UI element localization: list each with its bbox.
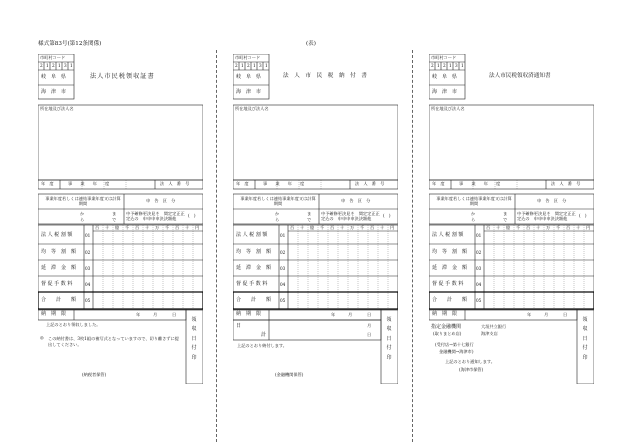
unit-label: 十 — [576, 225, 581, 230]
city-code-digit: 3 — [455, 63, 458, 68]
city-code-digit: 1 — [461, 63, 464, 68]
city-code-label: 市町村コード — [40, 55, 66, 60]
city-code-label: 市町村コード — [235, 55, 261, 60]
row-code: 02 — [476, 250, 482, 255]
row-label-corp-tax: 法 人 税 割 額 — [236, 232, 268, 238]
row-label-reminder-fee: 督 促 手 数 料 — [41, 281, 73, 287]
unit-label: 千 — [125, 225, 130, 230]
report-other-paren: ( ) — [383, 213, 391, 218]
unit-label: 億 — [115, 225, 120, 230]
row-label-delinquency: 延 滞 金 額 — [236, 265, 272, 271]
unit-label: 千 — [556, 225, 561, 230]
row-code: 01 — [85, 233, 91, 238]
day-mark: 日 — [563, 312, 568, 317]
city-code-digit: 1 — [265, 63, 268, 68]
unit-label: 千 — [516, 225, 521, 230]
day-mark: 日 — [367, 332, 372, 337]
row-code: 03 — [85, 266, 91, 271]
corp-number-header: 法 人 番 号 — [355, 181, 385, 186]
city-code-digit: 1 — [449, 63, 452, 68]
unit-label: 十 — [340, 225, 345, 230]
row-code: 02 — [85, 250, 91, 255]
report-other-paren: ( ) — [188, 213, 196, 218]
year-header: 年 度 — [41, 181, 54, 186]
perforation-line-2 — [412, 50, 413, 442]
side-indicator: (表) — [306, 41, 316, 47]
unit-label: 千 — [320, 225, 325, 230]
row-label-per-capita: 均 等 割 額 — [432, 249, 468, 255]
row-code: 03 — [476, 266, 482, 271]
form-number: 様式第83号(第12条関係) — [38, 41, 102, 47]
deadline-label: 納 期 限 — [41, 311, 67, 317]
report-other-paren: ( ) — [579, 213, 587, 218]
row-code: 04 — [280, 282, 286, 287]
row-label-per-capita: 均 等 割 額 — [236, 249, 272, 255]
unit-label: 億 — [310, 225, 315, 230]
period-label: 事業年度若しくは連結事業年度又は計算期間 — [240, 196, 316, 207]
year-mark: 年 — [331, 312, 336, 317]
unit-label: 百 — [486, 225, 491, 230]
row-code: 01 — [476, 233, 482, 238]
ra-label: ら — [275, 217, 280, 222]
form-title: 法人市民税領収証書 — [90, 73, 155, 80]
unit-label: 百 — [95, 225, 100, 230]
form-title: 法 人 市 民 税 納 付 書 — [283, 73, 367, 79]
deadline-label: 納 期 限 — [432, 311, 458, 317]
unit-label: 億 — [506, 225, 511, 230]
row-code: 03 — [280, 266, 286, 271]
city-code-digit: 2 — [52, 63, 55, 68]
city-code-digit: 1 — [46, 63, 49, 68]
row-code: 01 — [280, 233, 286, 238]
de-label: で — [112, 217, 117, 222]
row-label-per-capita: 均 等 割 額 — [41, 249, 77, 255]
unit-label: 円 — [195, 225, 200, 230]
de-label: で — [307, 217, 312, 222]
report-types: 中予確修更決見そ 間定定正正定込の 申申申申決決額他 — [321, 211, 380, 222]
unit-label: 円 — [586, 225, 591, 230]
keeper-label: (納税者保管) — [82, 372, 107, 377]
row-code: 05 — [280, 298, 286, 303]
city-code-digit: 3 — [64, 63, 67, 68]
business-year-header: 事 業 年 度 — [68, 181, 112, 186]
report-types: 中予確修更決見そ 間定定正正定込の 申申申申決決額他 — [517, 211, 576, 222]
footer-received: 上記のとおり領収しました。 — [46, 322, 101, 327]
route-line-1: (受付店→第十七銀行 — [435, 342, 474, 347]
address-label: 所在地及び法人名 — [235, 106, 269, 111]
row-label-delinquency: 延 滞 金 額 — [432, 265, 468, 271]
city-code-digit: 3 — [259, 63, 262, 68]
note-mark: ◎ — [40, 335, 44, 340]
city-code-digit: 2 — [443, 63, 446, 68]
corp-number-header: 法 人 番 号 — [551, 181, 581, 186]
panel-notification — [429, 54, 594, 384]
total-label: 計 — [261, 332, 267, 338]
unit-label: 百 — [566, 225, 571, 230]
row-code: 02 — [280, 250, 286, 255]
city-code-digit: 1 — [70, 63, 73, 68]
city-code-digit: 1 — [437, 63, 440, 68]
made-label: ま — [112, 211, 117, 216]
year-header: 年 度 — [236, 181, 249, 186]
de-label: で — [503, 217, 508, 222]
city-name: 海 津 市 — [432, 89, 458, 95]
receipt-stamp-label: 領収日付印 — [386, 317, 392, 361]
report-class-header: 申 告 区 分 — [146, 198, 176, 203]
deadline-label: 納 期 限 — [236, 311, 262, 317]
city-name: 海 津 市 — [41, 89, 67, 95]
business-year-header: 事 業 年 度 — [459, 181, 503, 186]
corp-number-header: 法 人 番 号 — [160, 181, 190, 186]
footer-received: 上記のとおり通知します。 — [445, 359, 495, 364]
unit-label: 万 — [546, 225, 551, 230]
row-label-delinquency: 延 滞 金 額 — [41, 265, 77, 271]
year-mark: 年 — [527, 312, 532, 317]
kara-label: か — [471, 211, 476, 216]
year-mark: 年 — [136, 312, 141, 317]
city-code-digit: 2 — [247, 63, 250, 68]
day-mark: 日 — [367, 312, 372, 317]
row-label-reminder-fee: 督 促 手 数 料 — [236, 281, 268, 287]
unit-label: 万 — [155, 225, 160, 230]
report-types: 中予確修更決見そ 間定定正正定込の 申申申申決決額他 — [126, 211, 185, 222]
row-label-total: 合 計 額 — [41, 297, 77, 303]
city-name: 海 津 市 — [236, 89, 262, 95]
prefecture-name: 岐 阜 県 — [432, 74, 458, 80]
row-code: 05 — [85, 298, 91, 303]
unit-label: 百 — [330, 225, 335, 230]
bank-label: 指定金融機関 — [431, 324, 462, 330]
unit-label: 百 — [370, 225, 375, 230]
unit-label: 百 — [175, 225, 180, 230]
made-label: ま — [503, 211, 508, 216]
city-code-digit: 2 — [235, 63, 238, 68]
city-code-digit: 1 — [58, 63, 61, 68]
row-label-total: 合 計 額 — [236, 297, 272, 303]
city-code-digit: 2 — [431, 63, 434, 68]
period-label: 事業年度若しくは連結事業年度又は計算期間 — [45, 196, 121, 207]
keeper-label: (金融機関保管) — [275, 372, 304, 377]
panel-receipt — [38, 54, 203, 384]
form-title: 法人市民税領収済通知書 — [489, 73, 551, 79]
unit-label: 十 — [145, 225, 150, 230]
bank-name: 大垣共立銀行 — [481, 324, 507, 329]
row-label-corp-tax: 法 人 税 割 額 — [41, 232, 73, 238]
ra-label: ら — [471, 217, 476, 222]
city-code-label: 市町村コード — [431, 55, 457, 60]
month-mark: 月 — [367, 323, 372, 328]
period-label: 事業年度若しくは連結事業年度又は計算期間 — [436, 196, 512, 207]
city-code-digit: 2 — [40, 63, 43, 68]
unit-label: 十 — [185, 225, 190, 230]
unit-label: 円 — [390, 225, 395, 230]
month-mark: 月 — [153, 312, 158, 317]
row-label-corp-tax: 法 人 税 割 額 — [432, 232, 464, 238]
unit-label: 十 — [300, 225, 305, 230]
city-code-digit: 1 — [253, 63, 256, 68]
row-code: 04 — [476, 282, 482, 287]
bank-sublabel: (取りまとめ店) — [433, 331, 462, 336]
month-mark: 月 — [348, 312, 353, 317]
month-mark: 月 — [544, 312, 549, 317]
kara-label: か — [80, 211, 85, 216]
unit-label: 十 — [105, 225, 110, 230]
row-code: 04 — [85, 282, 91, 287]
unit-label: 千 — [165, 225, 170, 230]
keeper-label: (海津市保管) — [459, 367, 484, 372]
unit-label: 百 — [290, 225, 295, 230]
prefecture-name: 岐 阜 県 — [236, 74, 262, 80]
unit-label: 十 — [496, 225, 501, 230]
unit-label: 十 — [536, 225, 541, 230]
route-line-2: 金融機関→海津市) — [439, 349, 474, 354]
receipt-stamp-label: 領収日付印 — [582, 317, 588, 361]
made-label: ま — [307, 211, 312, 216]
panel-payment-slip — [233, 54, 398, 384]
address-label: 所在地及び法人名 — [431, 106, 465, 111]
receipt-stamp-label: 領収日付印 — [191, 317, 197, 361]
bank-branch: 海津支店 — [481, 331, 498, 336]
day-mark: 日 — [172, 312, 177, 317]
perforation-line-1 — [216, 50, 217, 442]
report-class-header: 申 告 区 分 — [537, 198, 567, 203]
copy-note: この納付書は、3枚1組の複写式となっていますので、切り離さずに提出してください。 — [48, 336, 179, 347]
prefecture-name: 岐 阜 県 — [41, 74, 67, 80]
row-code: 05 — [476, 298, 482, 303]
business-year-header: 事 業 年 度 — [263, 181, 307, 186]
day-label: 日 — [236, 323, 242, 329]
row-label-reminder-fee: 督 促 手 数 料 — [432, 281, 464, 287]
unit-label: 万 — [350, 225, 355, 230]
footer-received: 上記のとおり納付します。 — [237, 343, 287, 348]
unit-label: 千 — [360, 225, 365, 230]
unit-label: 十 — [380, 225, 385, 230]
kara-label: か — [275, 211, 280, 216]
unit-label: 百 — [526, 225, 531, 230]
year-header: 年 度 — [432, 181, 445, 186]
unit-label: 百 — [135, 225, 140, 230]
address-label: 所在地及び法人名 — [40, 106, 74, 111]
report-class-header: 申 告 区 分 — [341, 198, 371, 203]
ra-label: ら — [80, 217, 85, 222]
city-code-digit: 1 — [241, 63, 244, 68]
row-label-total: 合 計 額 — [432, 297, 468, 303]
